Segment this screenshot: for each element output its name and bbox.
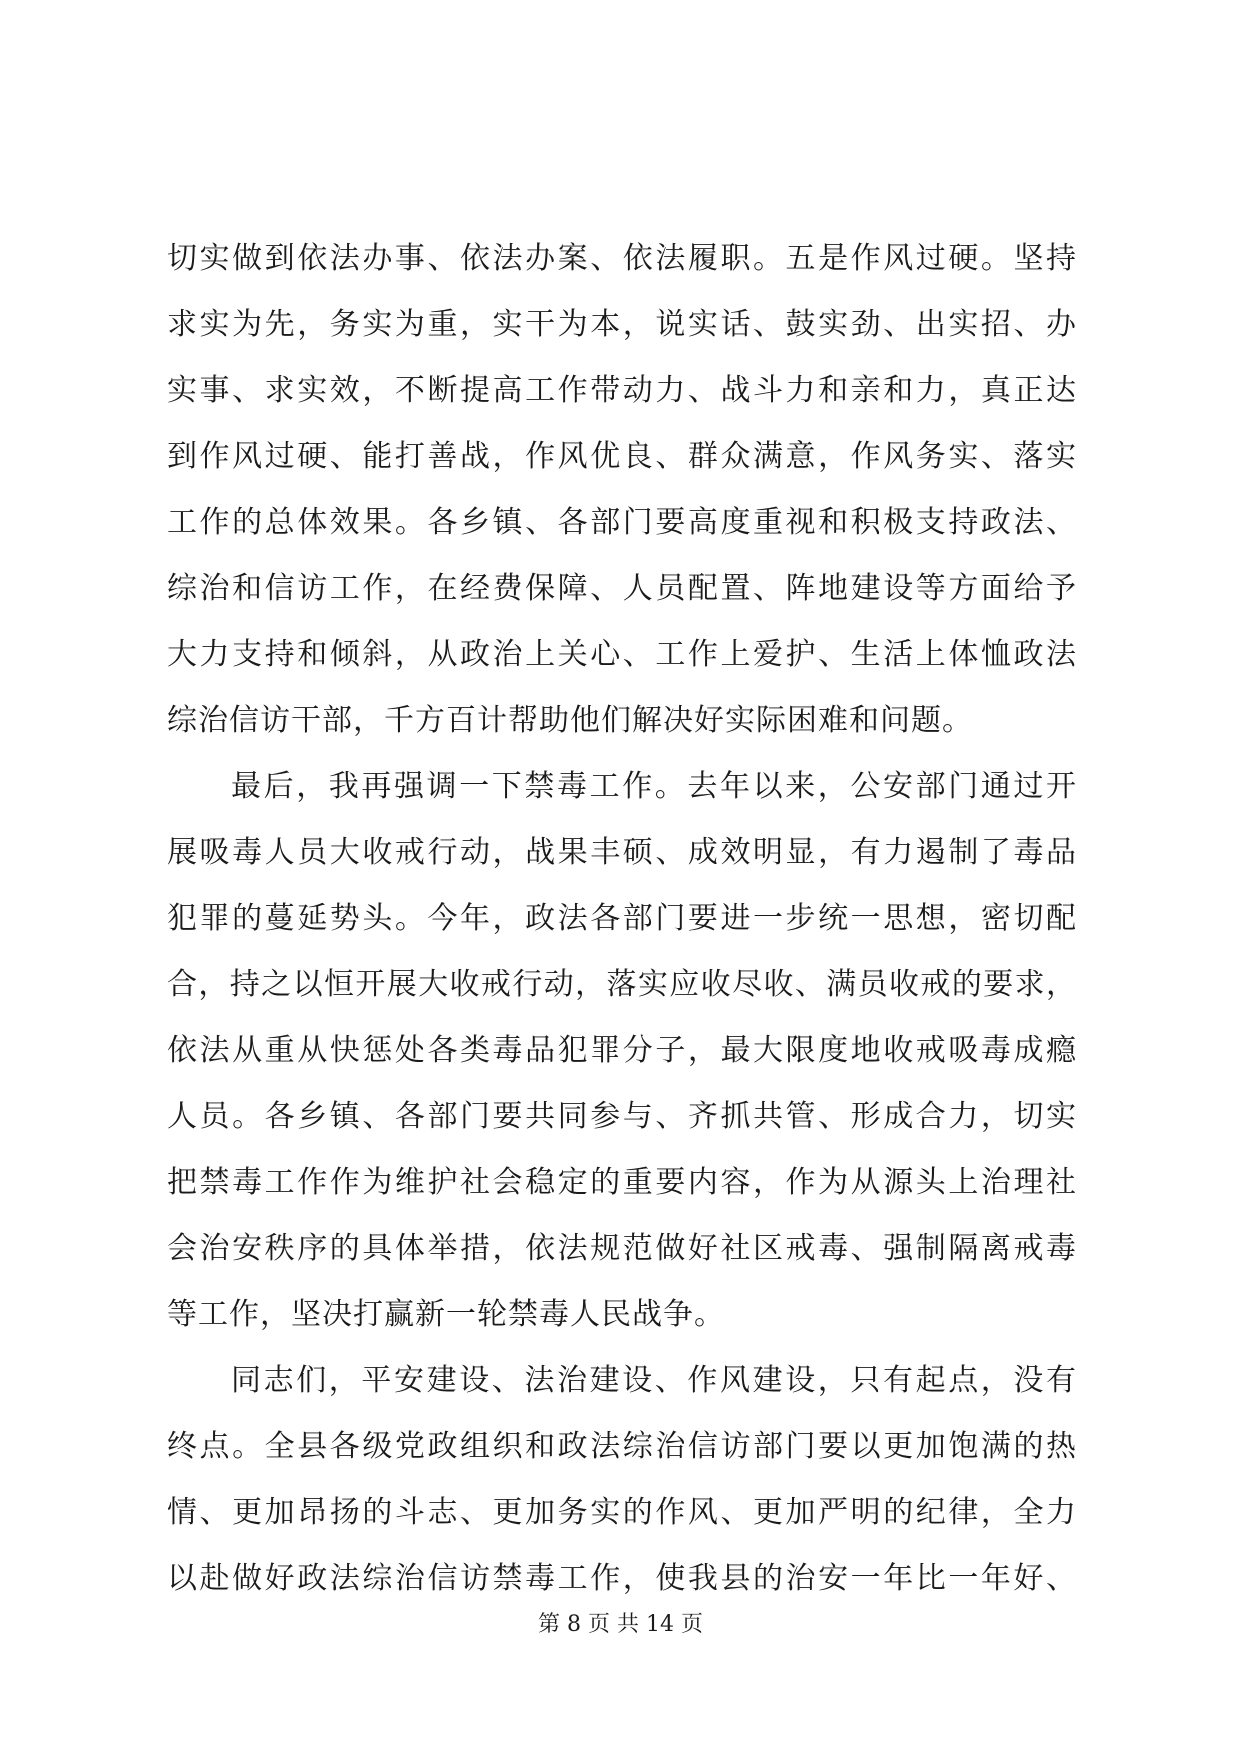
- text-line: 以赴做好政法综治信访禁毒工作，使我县的治安一年比一年好、: [167, 1561, 1077, 1596]
- text-line: 求实为先，务实为重，实干为本，说实话、鼓实劲、出实招、办: [167, 307, 1077, 342]
- text-line: 合，持之以恒开展大收戒行动，落实应收尽收、满员收戒的要求，: [167, 967, 1077, 1002]
- text-line: 情、更加昂扬的斗志、更加务实的作风、更加严明的纪律，全力: [167, 1495, 1077, 1530]
- text-line: 综治和信访工作，在经费保障、人员配置、阵地建设等方面给予: [167, 571, 1077, 606]
- text-line: 综治信访干部，千方百计帮助他们解决好实际困难和问题。: [167, 703, 973, 738]
- text-line: 实事、求实效，不断提高工作带动力、战斗力和亲和力，真正达: [167, 373, 1077, 408]
- text-line: 人员。各乡镇、各部门要共同参与、齐抓共管、形成合力，切实: [167, 1099, 1077, 1134]
- text-line: 会治安秩序的具体举措，依法规范做好社区戒毒、强制隔离戒毒: [167, 1231, 1077, 1266]
- page-footer: [0, 1610, 1241, 1640]
- body-text: [167, 226, 1077, 1612]
- text-line: 终点。全县各级党政组织和政法综治信访部门要以更加饱满的热: [167, 1429, 1077, 1464]
- text-line: 等工作，坚决打赢新一轮禁毒人民战争。: [167, 1297, 725, 1332]
- text-line: 展吸毒人员大收戒行动，战果丰硕、成效明显，有力遏制了毒品: [167, 835, 1077, 870]
- paragraph-start-line: 最后，我再强调一下禁毒工作。去年以来，公安部门通过开: [231, 769, 1077, 804]
- text-line: 工作的总体效果。各乡镇、各部门要高度重视和积极支持政法、: [167, 505, 1077, 540]
- text-line: 切实做到依法办事、依法办案、依法履职。五是作风过硬。坚持: [167, 241, 1077, 276]
- text-line: 依法从重从快惩处各类毒品犯罪分子，最大限度地收戒吸毒成瘾: [167, 1033, 1077, 1068]
- paragraph-start-line: 同志们，平安建设、法治建设、作风建设，只有起点，没有: [231, 1363, 1077, 1398]
- text-line: 大力支持和倾斜，从政治上关心、工作上爱护、生活上体恤政法: [167, 637, 1077, 672]
- text-line: 犯罪的蔓延势头。今年，政法各部门要进一步统一思想，密切配: [167, 901, 1077, 936]
- text-line: 把禁毒工作作为维护社会稳定的重要内容，作为从源头上治理社: [167, 1165, 1077, 1200]
- text-line: 到作风过硬、能打善战，作风优良、群众满意，作风务实、落实: [167, 439, 1077, 474]
- page-number: 第 8 页 共 14 页: [538, 1612, 703, 1637]
